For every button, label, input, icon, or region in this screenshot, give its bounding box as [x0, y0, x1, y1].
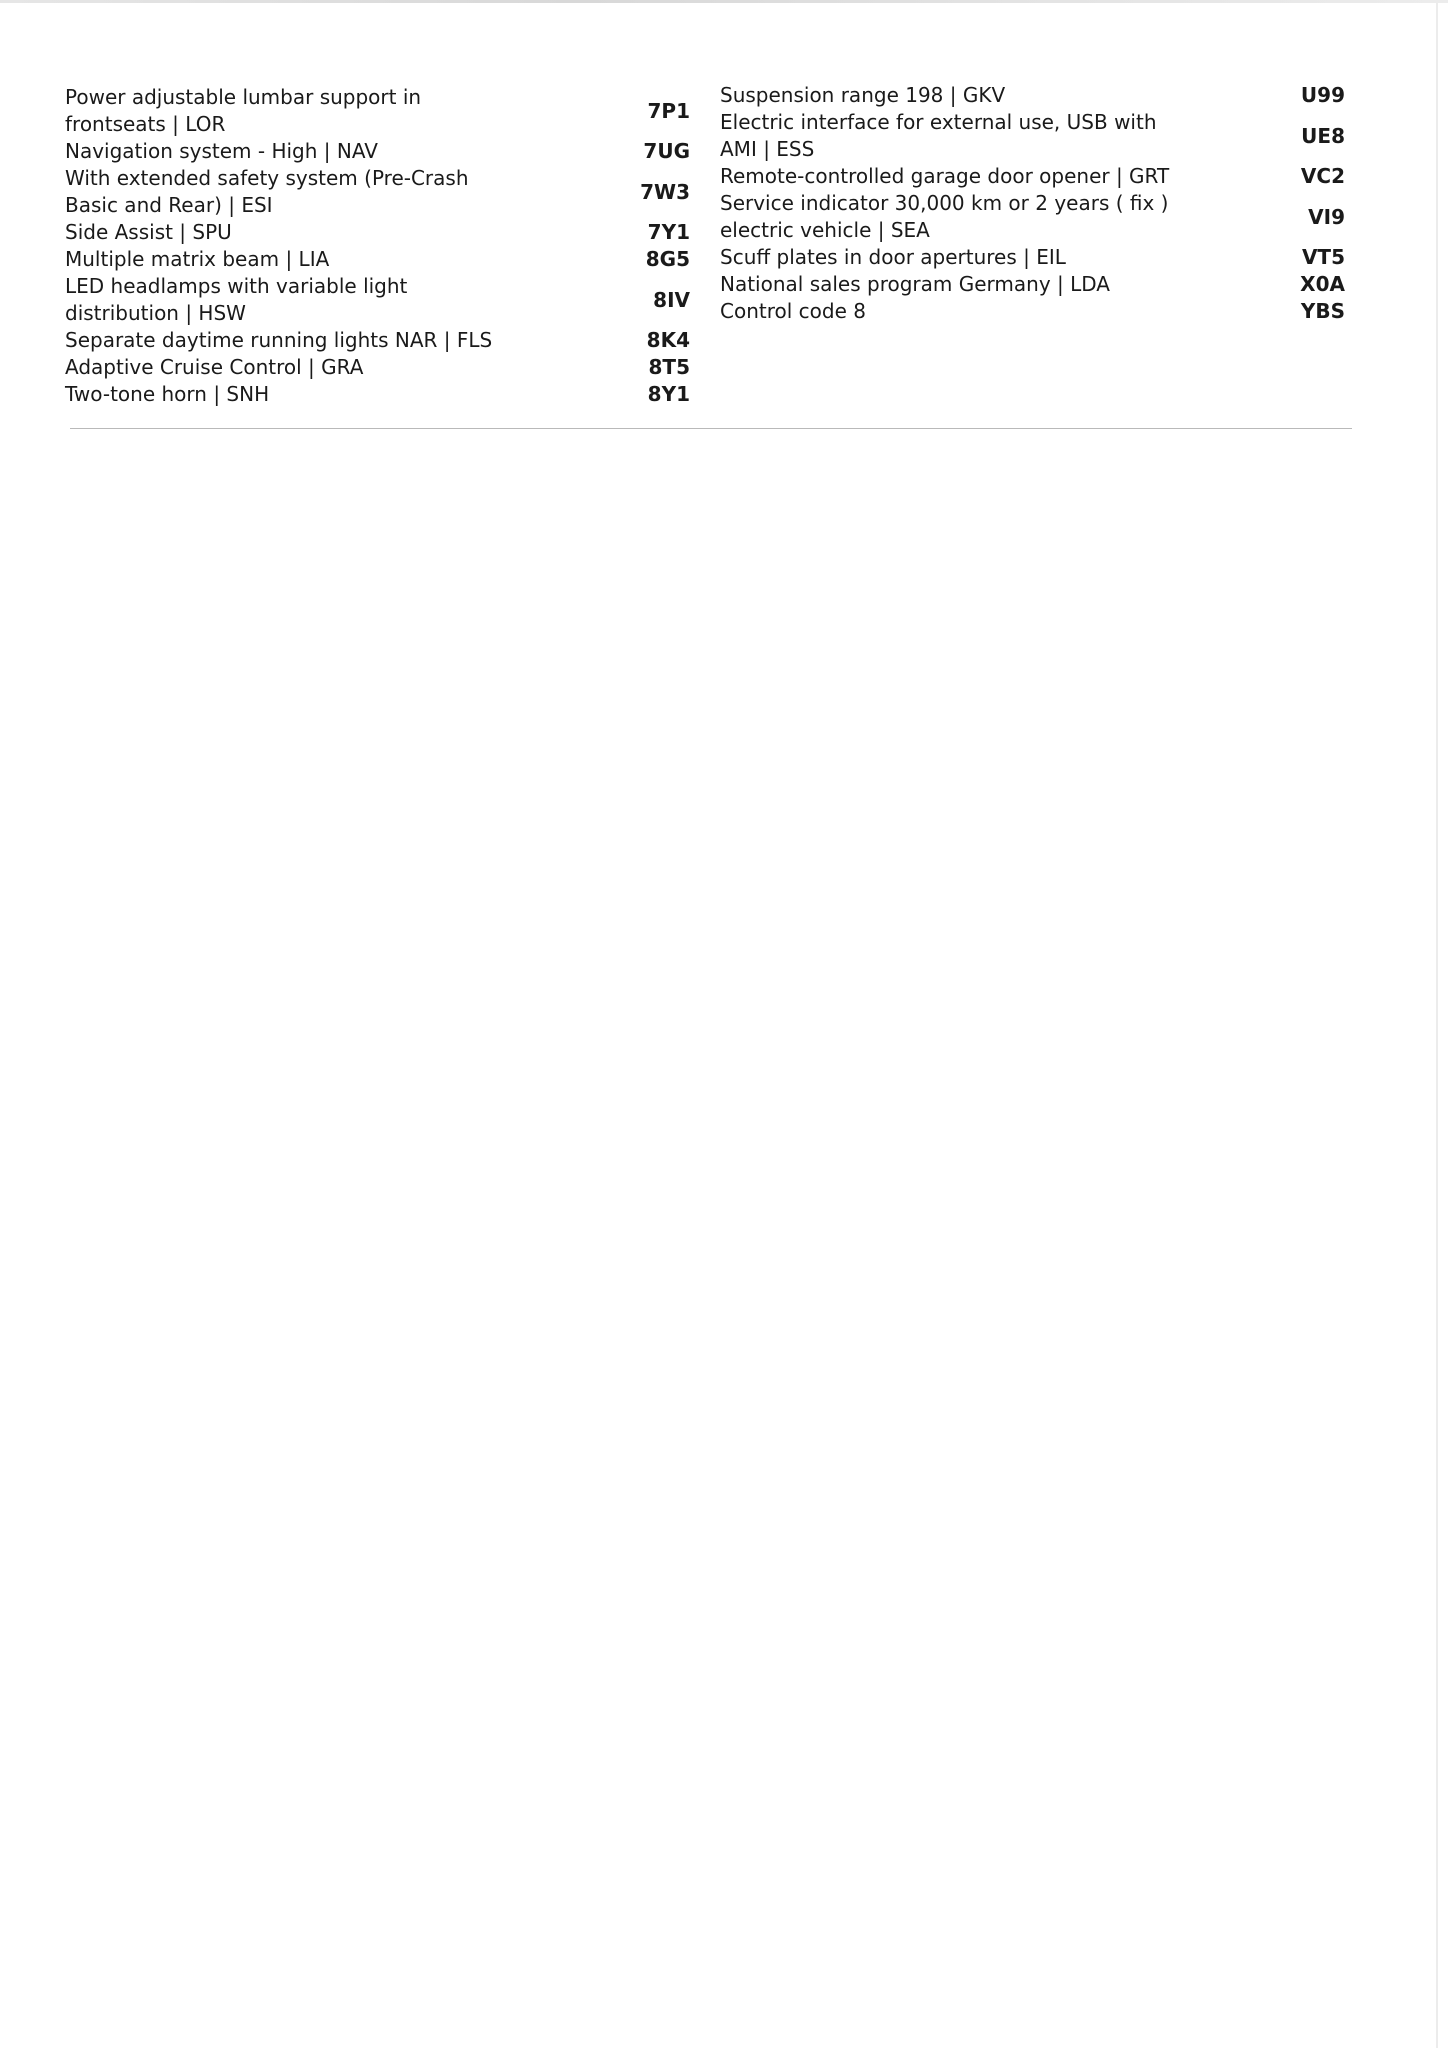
- option-code: 7Y1: [647, 220, 690, 244]
- option-description: Suspension range 198 | GKV: [720, 83, 1006, 107]
- option-row: [720, 109, 1345, 163]
- option-code: 8Y1: [647, 382, 690, 406]
- option-description: Navigation system - High | NAV: [65, 139, 378, 163]
- option-description: LED headlamps with variable light distribution | HSW: [65, 274, 408, 325]
- option-description: With extended safety system (Pre-Crash Basic and Rear) | ESI: [65, 166, 469, 217]
- option-description: Electric interface for external use, USB with AMI | ESS: [720, 110, 1157, 161]
- option-code: YBS: [1300, 299, 1345, 323]
- option-code: VI9: [1308, 204, 1345, 229]
- option-description: Control code 8: [720, 299, 866, 323]
- option-row: [65, 327, 690, 354]
- option-code: 8IV: [653, 287, 690, 312]
- scan-edge-top: [0, 0, 1448, 3]
- option-code: 8G5: [645, 247, 690, 271]
- option-row: [720, 190, 1345, 244]
- option-code: X0A: [1300, 272, 1345, 296]
- option-description: Service indicator 30,000 km or 2 years ( fix ) electric vehicle | SEA: [720, 191, 1169, 242]
- option-row: [65, 273, 690, 327]
- option-row: [720, 163, 1345, 190]
- option-code: UE8: [1301, 123, 1345, 148]
- option-description: Multiple matrix beam | LIA: [65, 247, 330, 271]
- option-row: [65, 84, 690, 138]
- option-code: VT5: [1301, 245, 1345, 269]
- option-row: [720, 244, 1345, 271]
- option-code: 8T5: [648, 355, 690, 379]
- option-row: [65, 165, 690, 219]
- option-description: Adaptive Cruise Control | GRA: [65, 355, 364, 379]
- option-row: [65, 138, 690, 165]
- scan-edge-right: [1436, 0, 1438, 2048]
- options-list-right: [720, 82, 1345, 325]
- option-description: Separate daytime running lights NAR | FLS: [65, 328, 493, 352]
- option-row: [65, 246, 690, 273]
- option-code: 7W3: [640, 179, 690, 204]
- option-description: Power adjustable lumbar support in frontseats | LOR: [65, 85, 422, 136]
- option-code: 7UG: [643, 139, 690, 163]
- section-divider: [70, 428, 1352, 429]
- option-row: [65, 381, 690, 408]
- option-description: Side Assist | SPU: [65, 220, 232, 244]
- option-row: [65, 354, 690, 381]
- option-code: U99: [1300, 83, 1345, 107]
- option-description: Scuff plates in door apertures | EIL: [720, 245, 1066, 269]
- option-row: [720, 298, 1345, 325]
- option-code: VC2: [1300, 164, 1345, 188]
- option-row: [65, 219, 690, 246]
- option-code: 8K4: [646, 328, 690, 352]
- option-description: Two-tone horn | SNH: [65, 382, 270, 406]
- option-row: [720, 82, 1345, 109]
- options-list-left: [65, 84, 690, 408]
- option-code: 7P1: [647, 98, 690, 123]
- option-description: National sales program Germany | LDA: [720, 272, 1110, 296]
- option-row: [720, 271, 1345, 298]
- option-description: Remote-controlled garage door opener | GRT: [720, 164, 1170, 188]
